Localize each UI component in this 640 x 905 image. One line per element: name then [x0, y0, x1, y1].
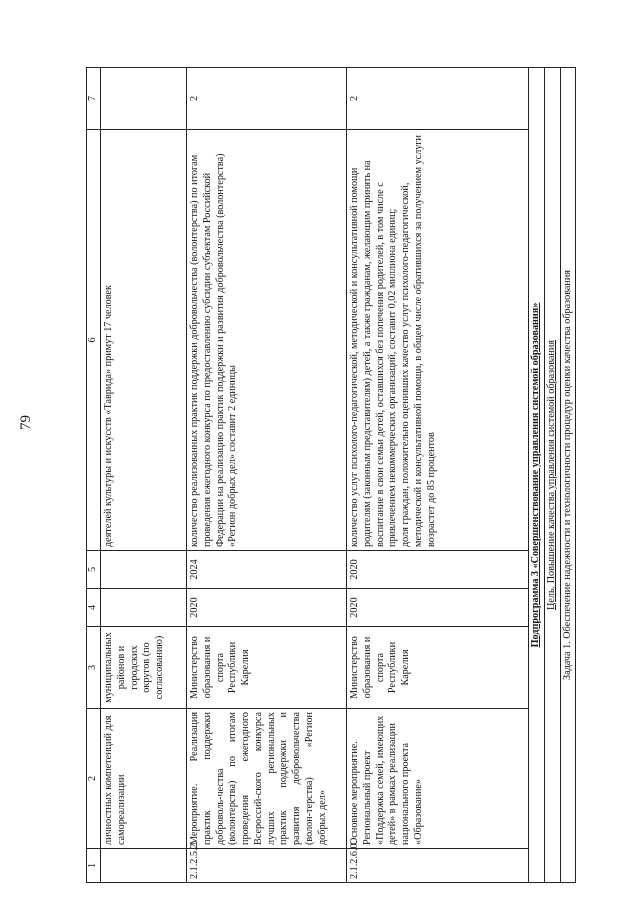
goal-text: Цель. Повышение качества управления системой образования [544, 68, 560, 883]
indicator-line: доля граждан, положительно оценивших качество услуг психолого-педагогической, методической и консультативной помощи, в общем числе обратившихся за получением услуги возрастет до 85 процентов [400, 135, 437, 547]
column-header: 1 [87, 849, 101, 883]
row-value: 2 [187, 68, 347, 130]
row-start-year: 2020 [347, 589, 529, 627]
row-end-year: 2020 [347, 551, 529, 589]
table-row [101, 68, 187, 883]
row-end-year [101, 551, 187, 589]
subprogram-title: Подпрограмма 3 «Совершенствование управления системой образования» [529, 68, 545, 883]
row-end-year: 2024 [187, 551, 347, 589]
row-indicator: количество реализованных практик поддержки добровольчества (волонтерства) по итогам проведения ежегодного конкурса по предоставлению субсидии субъектам Российской Федерации на реализацию практик поддержки и развития добровольчества (волонтерства) «Регион добрых дел» составит 2 единицы [187, 130, 347, 551]
row-code: 2.1.2.6.0. [347, 849, 529, 883]
row-indicator [347, 130, 529, 551]
row-code: 2.1.2.5.2. [187, 849, 347, 883]
column-header: 7 [87, 68, 101, 130]
row-start-year [101, 589, 187, 627]
row-event: Мероприятие. Реализация практик поддержки доброволь-чества (волонтерства) по итогам проведения ежегодного Всероссий-ского конкурса лучших региональных практик поддержки и развития добровольчества (волон-терства) «Регион добрых дел» [187, 709, 347, 849]
program-table [86, 67, 576, 883]
column-header: 3 [87, 627, 101, 709]
row-indicator: деятелей культуры и искусств «Таврида» примут 17 человек [101, 130, 187, 551]
task-row [560, 68, 576, 883]
column-header: 6 [87, 130, 101, 551]
table-row [187, 68, 347, 883]
row-value [101, 68, 187, 130]
row-executor: Министерство образования и спорта Республики Карелия [347, 627, 529, 709]
column-header: 4 [87, 589, 101, 627]
column-header: 2 [87, 709, 101, 849]
row-start-year: 2020 [187, 589, 347, 627]
header-row [87, 68, 101, 883]
table-row [347, 68, 529, 883]
subprogram-row [529, 68, 545, 883]
goal-row [544, 68, 560, 883]
task-text: Задача 1. Обеспечение надежности и технологичности процедур оценки качества образования [560, 68, 576, 883]
rotated-table-page [86, 68, 576, 883]
row-code [101, 849, 187, 883]
row-executor: Министерство образования и спорта Республики Карелия [187, 627, 347, 709]
row-value: 2 [347, 68, 529, 130]
indicator-line: количество услуг психолого-педагогической, методической и консультативной помощи родителям (законным представителям) детей, а также гражданам, желающим принять на воспитание в свои семьи детей, оставшихся без попечения родителей, в том числе с привлечением некоммерческих организаций, составит 0,02 миллиона единиц; [349, 160, 399, 547]
page-number: 79 [18, 415, 34, 430]
column-header: 5 [87, 551, 101, 589]
row-event: личностных компетенций для самореализации [101, 709, 187, 849]
row-executor: муниципальных районов и городских округов (по согласованию) [101, 627, 187, 709]
row-event: Основное мероприятие. Региональный проект «Поддержка семей, имеющих детей» в рамках реализации национального проекта «Образование» [347, 709, 529, 849]
